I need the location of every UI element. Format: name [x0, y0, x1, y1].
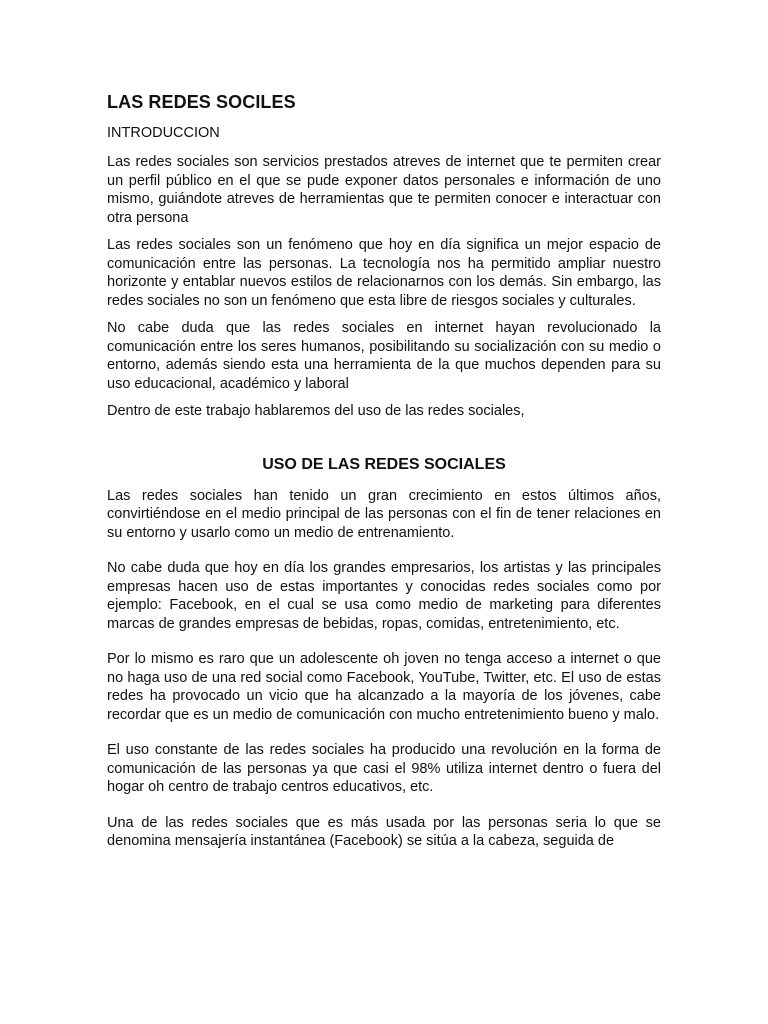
section-title: USO DE LAS REDES SOCIALES	[262, 455, 506, 473]
section-paragraph-1: Las redes sociales han tenido un gran crecimiento en estos últimos años, convirtiéndose en el medio principal de las personas con el fin de tener relaciones en su entorno y usarlo como un medio de entrenamiento.	[107, 487, 661, 541]
intro-heading: INTRODUCCION	[107, 125, 220, 141]
section-paragraph-4: El uso constante de las redes sociales ha producido una revolución en la forma de comunicación de las personas ya que casi el 98% utiliza internet dentro o fuera del hogar oh centro de trabajo centros educativos, etc.	[107, 742, 661, 795]
intro-paragraph-1: Las redes sociales son servicios prestados atreves de internet que te permiten crear un perfil público en el que se pude exponer datos personales e información de uno mismo, guiándote atreves de herramientas que te permiten conocer e interactuar con otra persona	[107, 154, 661, 226]
intro-paragraph-3: No cabe duda que las redes sociales en internet hayan revolucionado la comunicación entre los seres humanos, posibilitando su socialización con su medio o entorno, además siendo esta una herramienta de la que muchos dependen para su uso educacional, académico y laboral	[107, 320, 661, 392]
section-paragraph-5: Una de las redes sociales que es más usada por las personas seria lo que se denomina mensajería instantánea (Facebook) se sitúa a la cabeza, seguida de	[107, 814, 661, 849]
document-title: LAS REDES SOCILES	[107, 92, 296, 112]
document-body	[107, 91, 661, 868]
intro-paragraph-2: Las redes sociales son un fenómeno que hoy en día significa un mejor espacio de comunicación entre las personas. La tecnología nos ha permitido ampliar nuestro horizonte y entablar nuevos estilos de relacionarnos con los demás. Sin embargo, las redes sociales no son un fenómeno que esta libre de riesgos sociales y culturales.	[107, 237, 661, 309]
section-paragraph-3: Por lo mismo es raro que un adolescente oh joven no tenga acceso a internet o que no haga uso de una red social como Facebook, YouTube, Twitter, etc. El uso de estas redes ha provocado un vicio que ha alcanzado a la mayoría de los jóvenes, cabe recordar que es un medio de comunicación con mucho entretenimiento bueno y malo.	[107, 651, 661, 723]
intro-paragraph-4: Dentro de este trabajo hablaremos del uso de las redes sociales,	[107, 403, 525, 419]
section-paragraph-2: No cabe duda que hoy en día los grandes empresarios, los artistas y las principales empresas hacen uso de estas importantes y conocidas redes sociales como por ejemplo: Facebook, en el cual se usa como medio de marketing para diferentes marcas de grandes empresas de bebidas, ropas, comidas, entretenimiento, etc.	[107, 560, 661, 632]
